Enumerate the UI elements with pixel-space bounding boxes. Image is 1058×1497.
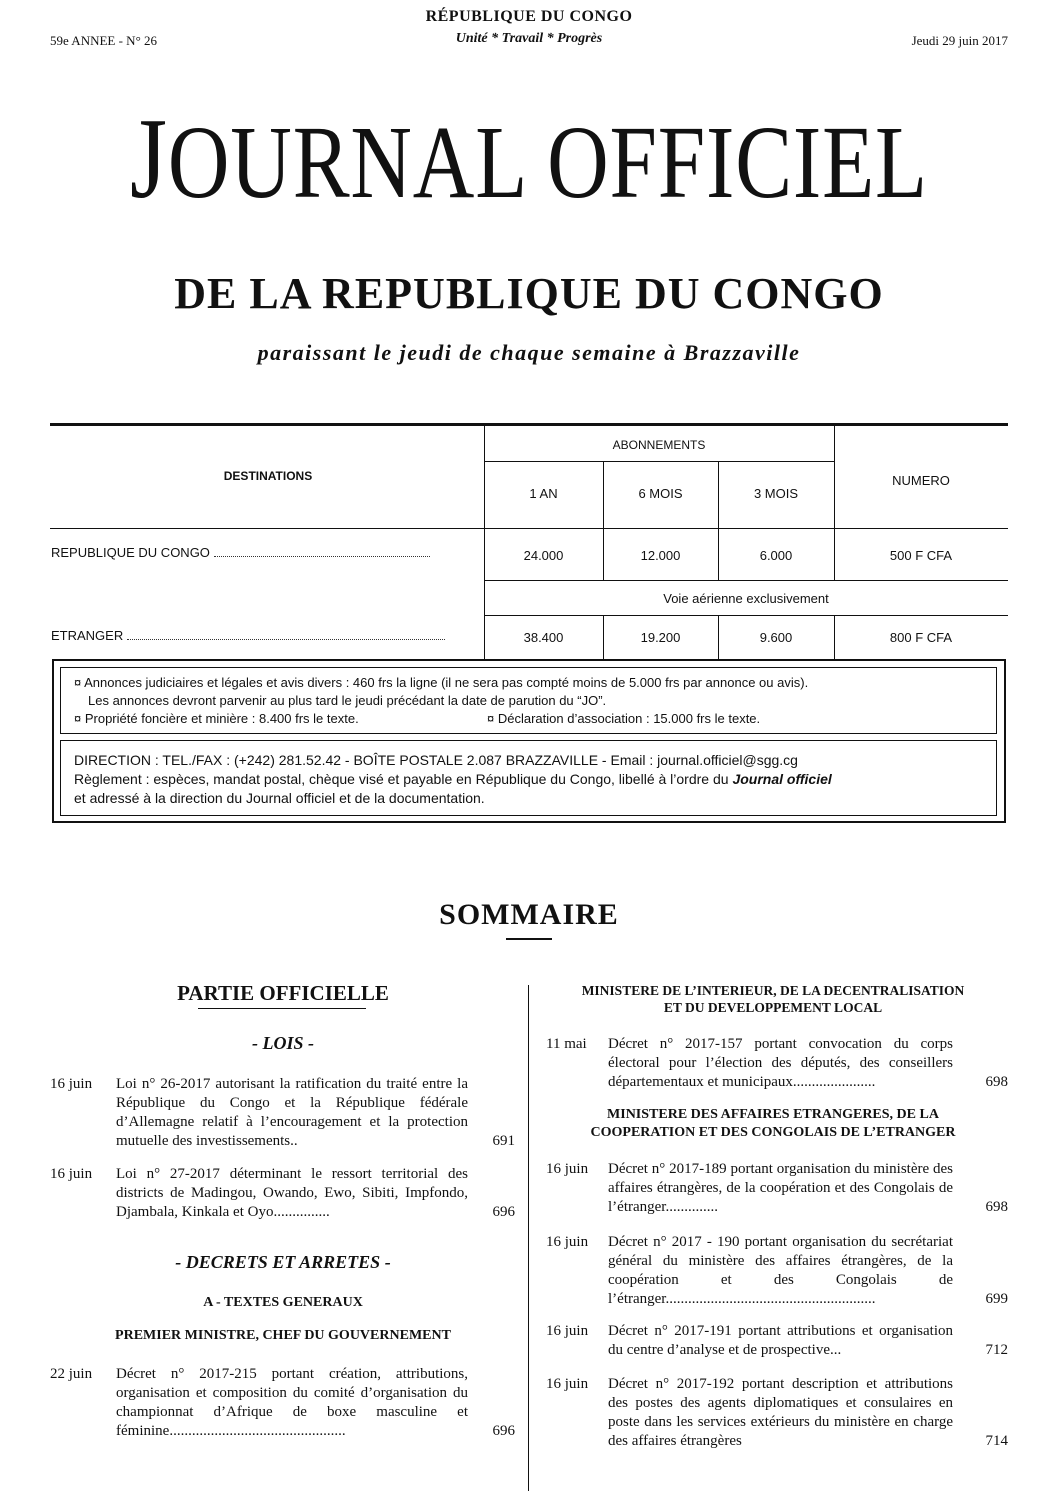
entry-text: Décret n° 2017-192 portant description et attributions des postes des agents diplomatiques et consulaires en poste dans les services extérieurs du ministère en charge des affaires étrangères	[608, 1376, 953, 1449]
entry-date: 16 juin	[546, 1323, 589, 1339]
abonnements-rule	[484, 461, 834, 462]
entry-page: 698	[985, 1199, 1008, 1215]
sommaire-entry	[546, 1233, 1008, 1309]
voie-aerienne: Voie aérienne exclusivement	[663, 591, 829, 606]
payment-terms: Règlement : espèces, mandat postal, chèque visé et payable en République du Congo, libellé à l’ordre du Journal officiel	[74, 771, 832, 787]
table-header-rule	[50, 528, 1008, 529]
column-divider	[528, 985, 529, 1491]
sommaire-entry	[546, 1160, 1008, 1217]
row-rule-1	[484, 580, 1008, 581]
entry-text: Décret n° 2017-215 portant création, attributions, organisation et composition du comité d’organisation du championnat d’Afrique de boxe masculine et féminine...............................................	[116, 1366, 468, 1439]
tariff-line-3a: ¤ Propriété foncière et minière : 8.400 frs le texte.	[74, 711, 359, 726]
row-congo-label: REPUBLIQUE DU CONGO	[51, 545, 430, 560]
entry-date: 11 mai	[546, 1036, 587, 1052]
entry-text: Loi n° 26-2017 autorisant la ratification du traité entre la République du Congo et la République fédérale d’Allemagne relatif à l’encouragement et la protection mutuelle des investissements..	[116, 1076, 468, 1149]
col-header-3mois: 3 MOIS	[753, 486, 799, 501]
destinations-header: DESTINATIONS	[223, 469, 313, 483]
sommaire-entry	[50, 1365, 515, 1441]
country-name: RÉPUBLIQUE DU CONGO	[425, 8, 633, 25]
entry-date: 16 juin	[546, 1234, 589, 1250]
entry-text: Décret n° 2017-157 portant convocation du corps électoral pour l’élection des députés, des conseillers départementaux et municipaux......................	[608, 1036, 953, 1090]
textes-generaux-heading: A - TEXTES GENERAUX	[203, 1295, 363, 1310]
masthead-initial: J	[130, 95, 168, 223]
col-header-1an: 1 AN	[529, 486, 558, 501]
tariff-line-2: Les annonces devront parvenir au plus tard le jeudi précédant la date de parution du “JO”.	[88, 693, 607, 708]
sommaire-entry	[546, 1322, 1008, 1360]
row-etranger-label: ETRANGER	[51, 628, 445, 643]
payment-terms-2: et adressé à la direction du Journal officiel et de la documentation.	[74, 790, 485, 806]
row-rule-2	[484, 615, 1008, 616]
direction-contact: DIRECTION : TEL./FAX : (+242) 281.52.42 - BOÎTE POSTALE 2.087 BRAZZAVILLE - Email : journal.officiel@sgg.cg	[74, 752, 798, 768]
etranger-6mois: 19.200	[640, 630, 681, 645]
entry-date: 16 juin	[546, 1161, 589, 1177]
sommaire-entry	[546, 1035, 1008, 1092]
interieur-heading-1: MINISTERE DE L’INTERIEUR, DE LA DECENTRALISATION	[581, 983, 965, 998]
table-top-rule	[50, 423, 1008, 426]
congo-numero: 500 F CFA	[889, 548, 953, 563]
congo-1an: 24.000	[523, 548, 564, 563]
entry-page: 698	[985, 1074, 1008, 1090]
entry-text: Décret n° 2017-191 portant attributions et organisation du centre d’analyse et de prospective...	[608, 1323, 953, 1358]
etranger-3mois: 9.600	[759, 630, 793, 645]
issue-number: 59e ANNEE - N° 26	[50, 33, 158, 48]
interieur-heading-2: ET DU DEVELOPPEMENT LOCAL	[663, 1000, 883, 1015]
masthead-tagline: paraissant le jeudi de chaque semaine à Brazzaville	[257, 340, 801, 365]
sommaire-title: SOMMAIRE	[439, 898, 619, 931]
col-header-6mois: 6 MOIS	[638, 486, 683, 501]
masthead-title	[95, 95, 963, 223]
etrangeres-heading-1: MINISTERE DES AFFAIRES ETRANGERES, DE LA	[607, 1107, 939, 1122]
premier-ministre-heading: PREMIER MINISTRE, CHEF DU GOUVERNEMENT	[115, 1328, 451, 1343]
entry-text: Décret n° 2017 - 190 portant organisation du secrétariat général du ministère des affaires étrangères, de la coopération et des Congolais de l’étranger........................................................	[608, 1234, 953, 1307]
entry-page: 691	[492, 1133, 515, 1149]
entry-date: 16 juin	[50, 1076, 93, 1092]
entry-date: 16 juin	[50, 1166, 93, 1182]
lois-heading: - LOIS -	[252, 1033, 314, 1053]
decrets-heading: - DECRETS ET ARRETES -	[175, 1252, 391, 1272]
entry-page: 712	[985, 1342, 1008, 1358]
congo-6mois: 12.000	[640, 548, 681, 563]
masthead-subtitle: DE LA REPUBLIQUE DU CONGO	[174, 269, 884, 318]
etranger-1an: 38.400	[523, 630, 564, 645]
congo-3mois: 6.000	[759, 548, 793, 563]
partie-rule	[198, 1008, 366, 1009]
entry-page: 699	[985, 1291, 1008, 1307]
masthead-rest: OURNAL OFFICIEL	[167, 105, 928, 220]
sommaire-entry	[546, 1375, 1008, 1451]
tariff-line-3b: ¤ Déclaration d’association : 15.000 frs le texte.	[487, 711, 761, 726]
sommaire-entry	[50, 1165, 515, 1222]
national-motto: Unité * Travail * Progrès	[455, 31, 603, 46]
entry-date: 22 juin	[50, 1366, 93, 1382]
issue-date: Jeudi 29 juin 2017	[911, 33, 1008, 48]
etranger-numero: 800 F CFA	[889, 630, 953, 645]
entry-text: Décret n° 2017-189 portant organisation du ministère des affaires étrangères, de la coopération et des Congolais de l’étranger..............	[608, 1161, 953, 1215]
entry-page: 696	[492, 1204, 515, 1220]
entry-text: Loi n° 27-2017 déterminant le ressort territorial des districts de Madingou, Owando, Ewo, Sibiti, Impfondo, Djambala, Kinkala et Oyo...............	[116, 1166, 468, 1220]
sommaire-entry	[50, 1075, 515, 1151]
col-rule-1	[484, 425, 485, 659]
abonnements-header: ABONNEMENTS	[612, 438, 706, 452]
etrangeres-heading-2: COOPERATION ET DES CONGOLAIS DE L’ETRANGER	[590, 1125, 956, 1140]
entry-page: 696	[492, 1423, 515, 1439]
partie-officielle-heading: PARTIE OFFICIELLE	[177, 981, 389, 1005]
sommaire-rule	[506, 938, 552, 940]
tariff-line-1: ¤ Annonces judiciaires et légales et avis divers : 460 frs la ligne (il ne sera pas compté moins de 5.000 frs par annonce ou avis).	[74, 675, 809, 690]
col-header-numero: NUMERO	[892, 473, 950, 488]
entry-date: 16 juin	[546, 1376, 589, 1392]
entry-page: 714	[985, 1433, 1008, 1449]
